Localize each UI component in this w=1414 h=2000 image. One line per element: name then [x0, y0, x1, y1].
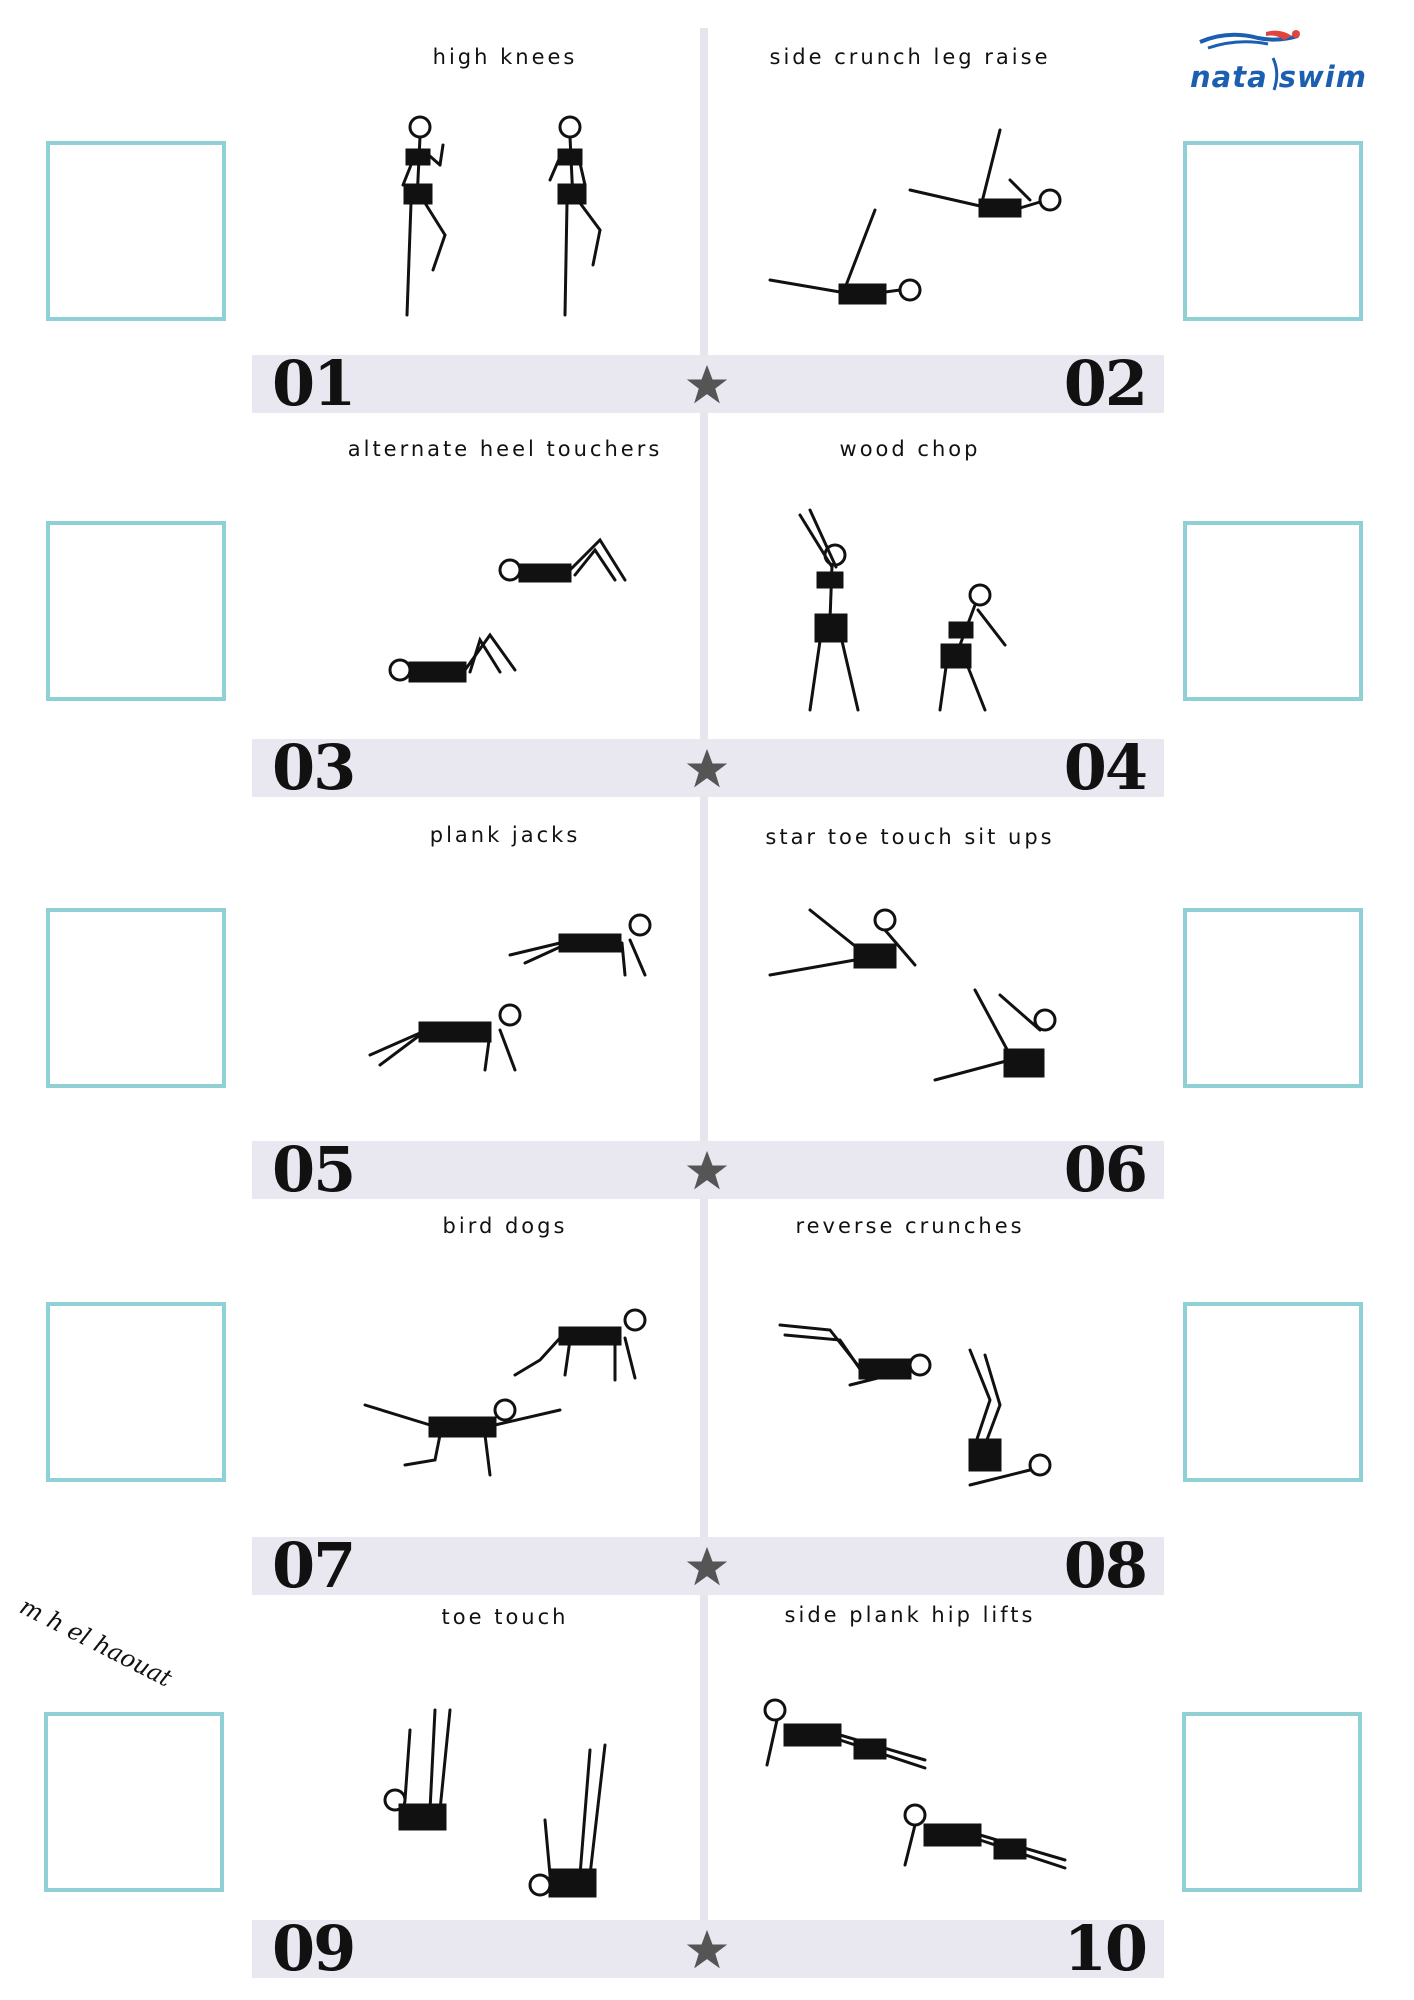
number-band-row-4 — [252, 1529, 1164, 1602]
star-icon — [684, 363, 730, 407]
exercise-number-06: 06 — [1063, 1133, 1146, 1206]
exercise-number-07: 07 — [272, 1529, 355, 1602]
star-icon — [684, 1928, 730, 1972]
plank-jacks-illustration — [360, 905, 690, 1125]
star-icon — [684, 1545, 730, 1589]
side-crunch-leg-raise-illustration — [760, 120, 1090, 340]
exercise-number-02: 02 — [1063, 347, 1146, 420]
author-signature: m h el haouat — [15, 1592, 177, 1693]
wood-chop-illustration — [770, 505, 1100, 725]
exercise-title-06: star toe touch sit ups — [765, 825, 1055, 849]
number-band-row-5 — [252, 1912, 1164, 1985]
exercise-title-08: reverse crunches — [795, 1214, 1025, 1238]
exercise-title-07: bird dogs — [442, 1214, 568, 1238]
checkbox-exercise-04[interactable] — [1183, 521, 1363, 701]
side-plank-hip-lifts-illustration — [755, 1690, 1085, 1910]
number-band-row-1 — [252, 347, 1164, 420]
star-icon — [684, 747, 730, 791]
number-band-row-2 — [252, 731, 1164, 804]
star-icon — [684, 1149, 730, 1193]
reverse-crunches-illustration — [770, 1310, 1100, 1530]
checkbox-exercise-02[interactable] — [1183, 141, 1363, 321]
exercise-title-09: toe touch — [441, 1605, 569, 1629]
number-band-row-3 — [252, 1133, 1164, 1206]
exercise-title-04: wood chop — [839, 437, 981, 461]
checkbox-exercise-03[interactable] — [46, 521, 226, 701]
exercise-number-05: 05 — [272, 1133, 355, 1206]
natatswim-logo — [1188, 28, 1368, 108]
checkbox-exercise-06[interactable] — [1183, 908, 1363, 1088]
exercise-title-01: high knees — [432, 45, 578, 69]
exercise-number-04: 04 — [1063, 731, 1146, 804]
checkbox-exercise-08[interactable] — [1183, 1302, 1363, 1482]
bird-dogs-illustration — [360, 1300, 690, 1520]
checkbox-exercise-10[interactable] — [1182, 1712, 1362, 1892]
exercise-title-05: plank jacks — [429, 823, 581, 847]
high-knees-illustration — [345, 105, 675, 325]
star-toe-touch-sit-ups-illustration — [755, 890, 1085, 1110]
checkbox-exercise-07[interactable] — [46, 1302, 226, 1482]
center-divider — [700, 28, 708, 1970]
exercise-number-09: 09 — [272, 1912, 355, 1985]
exercise-number-08: 08 — [1063, 1529, 1146, 1602]
exercise-title-02: side crunch leg raise — [769, 45, 1051, 69]
checkbox-exercise-01[interactable] — [46, 141, 226, 321]
exercise-number-03: 03 — [272, 731, 355, 804]
logo-text: nata swim — [1190, 60, 1367, 94]
toe-touch-illustration — [360, 1700, 690, 1920]
exercise-number-01: 01 — [272, 347, 355, 420]
exercise-number-10: 10 — [1063, 1912, 1146, 1985]
checkbox-exercise-09[interactable] — [44, 1712, 224, 1892]
exercise-title-10: side plank hip lifts — [784, 1603, 1036, 1627]
checkbox-exercise-05[interactable] — [46, 908, 226, 1088]
alternate-heel-touchers-illustration — [370, 520, 700, 740]
exercise-title-03: alternate heel touchers — [347, 437, 663, 461]
